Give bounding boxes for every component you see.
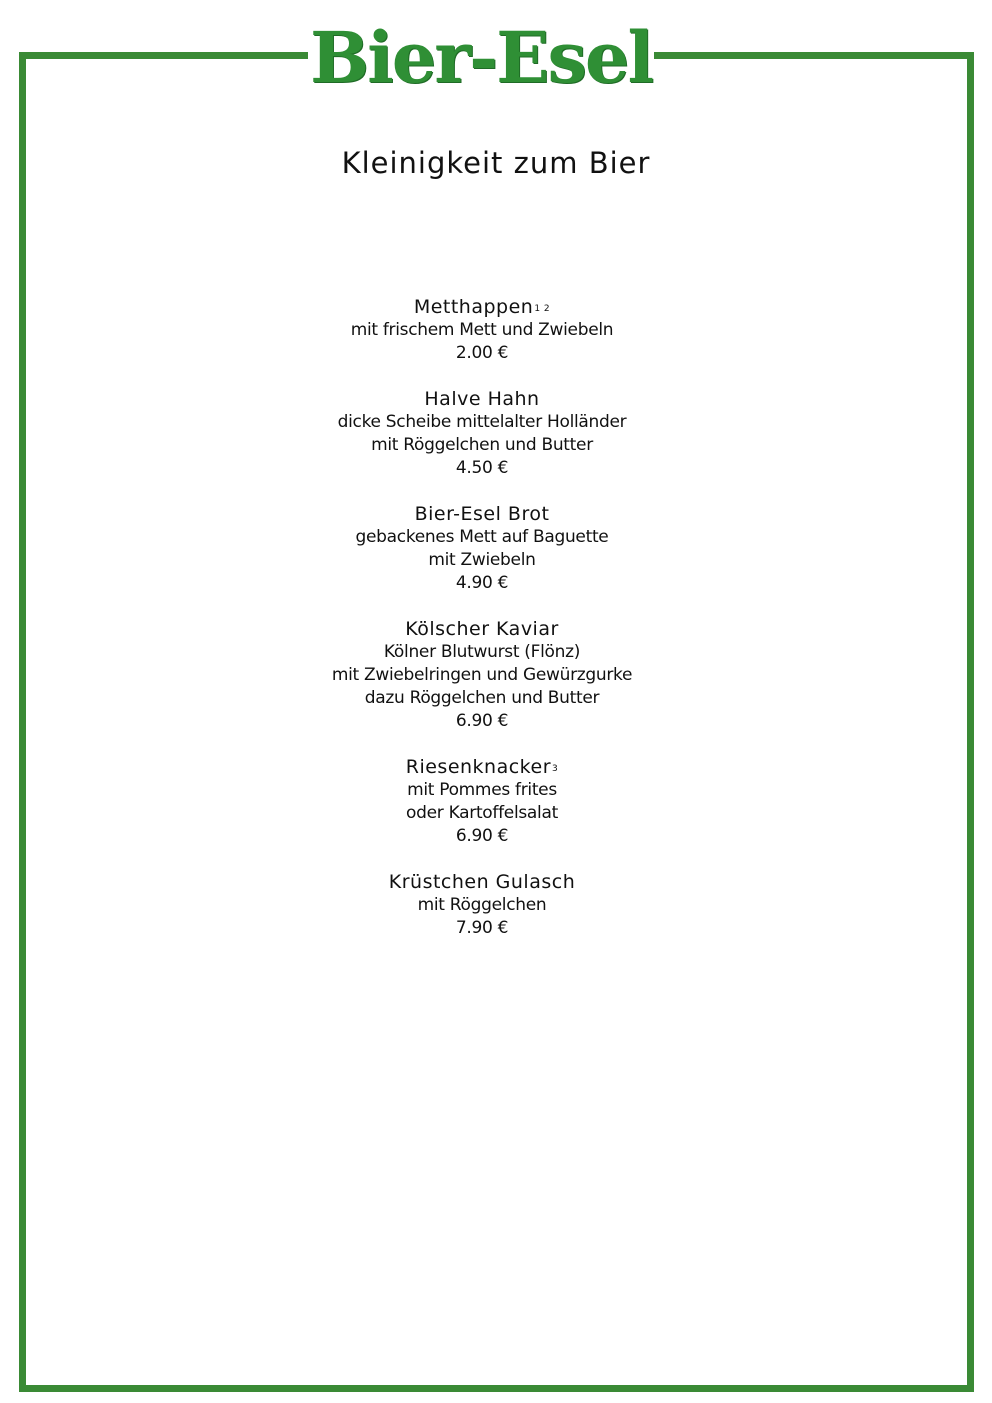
menu-item-description: mit Röggelchen: [417, 895, 547, 915]
menu-item: [0, 871, 964, 940]
menu-item-name: Riesenknacker: [405, 756, 552, 778]
menu-item-description: mit Zwiebeln: [428, 550, 536, 570]
menu-item: [0, 388, 964, 480]
menu-item-footnote: 3: [552, 764, 559, 774]
menu-item: [0, 296, 964, 365]
menu-item: [0, 503, 964, 595]
menu-item: [0, 618, 964, 733]
menu-item-description: mit Röggelchen und Butter: [371, 435, 593, 455]
menu-item-name: Halve Hahn: [424, 388, 540, 410]
logo: [308, 8, 654, 108]
menu-item-price: 2.00 €: [455, 343, 509, 363]
menu-item-name: Bier-Esel Brot: [414, 503, 550, 525]
menu-item-price: 7.90 €: [455, 918, 509, 938]
menu-item-name: Metthappen: [413, 296, 534, 318]
menu-item-description: dicke Scheibe mittelalter Holländer: [337, 412, 627, 432]
menu-item-description: mit Pommes frites: [407, 780, 557, 800]
menu-item-name: Kölscher Kaviar: [405, 618, 559, 640]
menu-item-price: 6.90 €: [455, 826, 509, 846]
menu-item-price: 6.90 €: [455, 711, 509, 731]
menu-item: [0, 756, 964, 848]
menu-item-heading: [0, 503, 964, 526]
menu-list: [0, 296, 964, 963]
menu-item-description: dazu Röggelchen und Butter: [364, 688, 600, 708]
menu-item-description: oder Kartoffelsalat: [406, 803, 558, 823]
menu-item-heading: [0, 871, 964, 894]
menu-item-description: Kölner Blutwurst (Flönz): [383, 642, 581, 662]
menu-item-description: gebackenes Mett auf Baguette: [355, 527, 609, 547]
menu-item-price: 4.90 €: [455, 573, 509, 593]
menu-item-description: mit frischem Mett und Zwiebeln: [350, 320, 614, 340]
menu-item-footnote: 1 2: [534, 304, 551, 314]
menu-item-heading: [0, 388, 964, 411]
menu-item-heading: [0, 618, 964, 641]
menu-item-heading: [0, 756, 964, 779]
menu-item-price: 4.50 €: [455, 458, 509, 478]
menu-item-name: Krüstchen Gulasch: [388, 871, 576, 893]
logo-text: Bier-Esel: [309, 16, 653, 99]
menu-item-description: mit Zwiebelringen und Gewürzgurke: [331, 665, 633, 685]
menu-item-heading: [0, 296, 964, 319]
page-title: Kleinigkeit zum Bier: [341, 146, 651, 180]
